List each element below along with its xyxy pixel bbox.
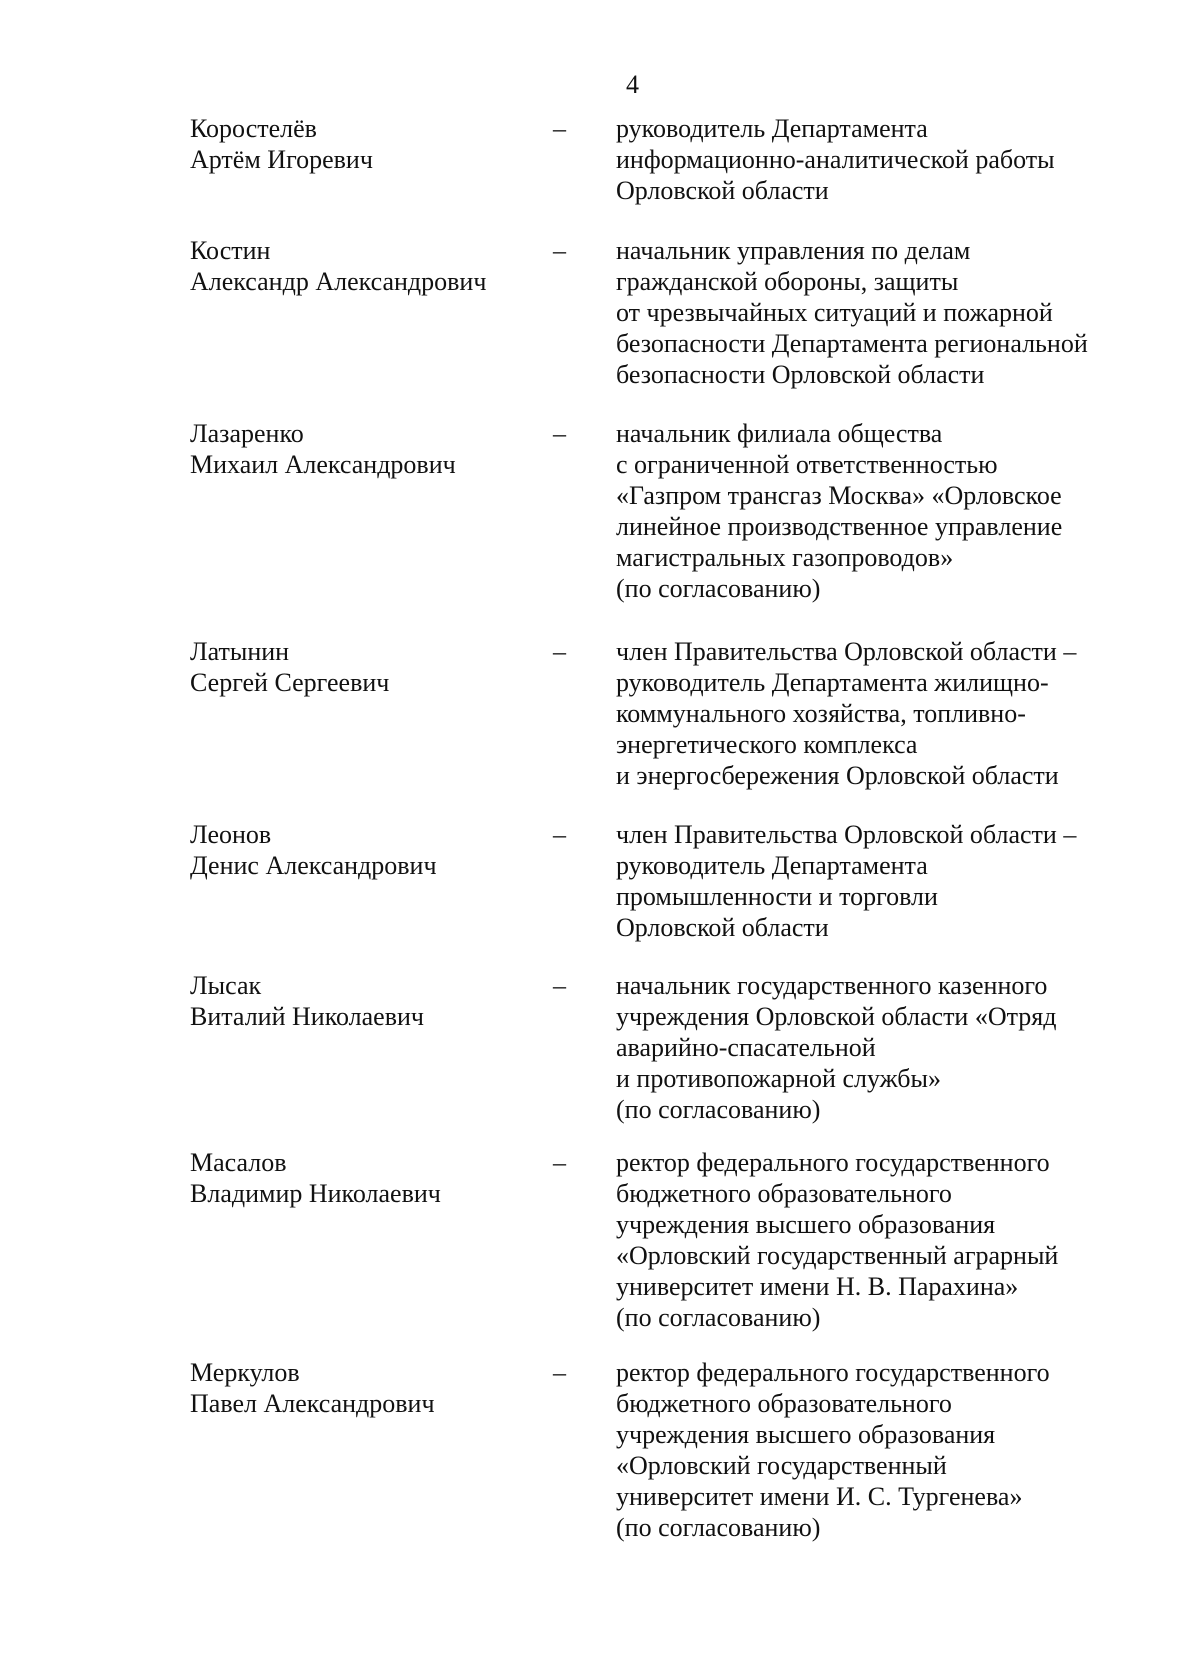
role-line: член Правительства Орловской области – xyxy=(616,637,1077,666)
member-name xyxy=(190,970,530,1032)
role-line: начальник государственного казенного xyxy=(616,971,1048,1000)
role-line: университет имени И. С. Тургенева» xyxy=(616,1482,1023,1511)
dash-separator: – xyxy=(553,820,566,849)
role-line: гражданской обороны, защиты xyxy=(616,267,959,296)
role-line: коммунального хозяйства, топливно- xyxy=(616,699,1026,728)
member-role xyxy=(616,1147,1136,1333)
role-line: бюджетного образовательного xyxy=(616,1179,952,1208)
role-line: начальник управления по делам xyxy=(616,236,971,265)
role-line: и противопожарной службы» xyxy=(616,1064,941,1093)
member-given-names: Михаил Александрович xyxy=(190,450,456,479)
role-line: (по согласованию) xyxy=(616,1513,821,1542)
member-name xyxy=(190,819,530,881)
role-line: начальник филиала общества xyxy=(616,419,943,448)
member-surname: Костин xyxy=(190,236,271,265)
role-line: ректор федерального государственного xyxy=(616,1358,1050,1387)
role-line: учреждения высшего образования xyxy=(616,1420,996,1449)
role-line: «Орловский государственный аграрный xyxy=(616,1241,1059,1270)
member-given-names: Виталий Николаевич xyxy=(190,1002,424,1031)
dash-separator: – xyxy=(553,1358,566,1387)
role-line: член Правительства Орловской области – xyxy=(616,820,1077,849)
role-line: руководитель Департамента жилищно- xyxy=(616,668,1049,697)
role-line: от чрезвычайных ситуаций и пожарной xyxy=(616,298,1053,327)
member-role xyxy=(616,235,1136,390)
member-given-names: Владимир Николаевич xyxy=(190,1179,441,1208)
role-line: (по согласованию) xyxy=(616,1095,821,1124)
member-given-names: Александр Александрович xyxy=(190,267,487,296)
role-line: «Орловский государственный xyxy=(616,1451,947,1480)
dash-separator: – xyxy=(553,971,566,1000)
member-surname: Лазаренко xyxy=(190,419,304,448)
role-line: (по согласованию) xyxy=(616,1303,821,1332)
member-given-names: Павел Александрович xyxy=(190,1389,435,1418)
role-line: с ограниченной ответственностью xyxy=(616,450,998,479)
role-line: Орловской области xyxy=(616,176,829,205)
member-role xyxy=(616,113,1136,206)
member-name xyxy=(190,636,530,698)
member-given-names: Денис Александрович xyxy=(190,851,437,880)
dash-separator: – xyxy=(553,1148,566,1177)
member-given-names: Артём Игоревич xyxy=(190,145,373,174)
member-given-names: Сергей Сергеевич xyxy=(190,668,390,697)
role-line: Орловской области xyxy=(616,913,829,942)
member-surname: Латынин xyxy=(190,637,290,666)
role-line: бюджетного образовательного xyxy=(616,1389,952,1418)
role-line: «Газпром трансгаз Москва» «Орловское xyxy=(616,481,1062,510)
role-line: руководитель Департамента xyxy=(616,114,928,143)
role-line: университет имени Н. В. Парахина» xyxy=(616,1272,1019,1301)
member-role xyxy=(616,1357,1136,1543)
role-line: линейное производственное управление xyxy=(616,512,1063,541)
role-line: промышленности и торговли xyxy=(616,882,938,911)
role-line: аварийно-спасательной xyxy=(616,1033,876,1062)
role-line: ректор федерального государственного xyxy=(616,1148,1050,1177)
member-role xyxy=(616,819,1136,943)
member-role xyxy=(616,636,1136,791)
role-line: руководитель Департамента xyxy=(616,851,928,880)
role-line: и энергосбережения Орловской области xyxy=(616,761,1059,790)
role-line: магистральных газопроводов» xyxy=(616,543,954,572)
member-role xyxy=(616,418,1136,604)
member-surname: Леонов xyxy=(190,820,272,849)
role-line: безопасности Департамента региональной xyxy=(616,329,1088,358)
member-name xyxy=(190,1357,530,1419)
role-line: безопасности Орловской области xyxy=(616,360,985,389)
dash-separator: – xyxy=(553,637,566,666)
role-line: информационно-аналитической работы xyxy=(616,145,1055,174)
member-name xyxy=(190,418,530,480)
member-surname: Меркулов xyxy=(190,1358,300,1387)
dash-separator: – xyxy=(553,419,566,448)
member-name xyxy=(190,113,530,175)
member-name xyxy=(190,235,530,297)
role-line: учреждения Орловской области «Отряд xyxy=(616,1002,1057,1031)
role-line: (по согласованию) xyxy=(616,574,821,603)
role-line: учреждения высшего образования xyxy=(616,1210,996,1239)
dash-separator: – xyxy=(553,114,566,143)
member-role xyxy=(616,970,1136,1125)
dash-separator: – xyxy=(553,236,566,265)
member-surname: Лысак xyxy=(190,971,262,1000)
member-surname: Коростелёв xyxy=(190,114,317,143)
role-line: энергетического комплекса xyxy=(616,730,918,759)
page-number: 4 xyxy=(626,70,639,99)
member-name xyxy=(190,1147,530,1209)
member-surname: Масалов xyxy=(190,1148,287,1177)
